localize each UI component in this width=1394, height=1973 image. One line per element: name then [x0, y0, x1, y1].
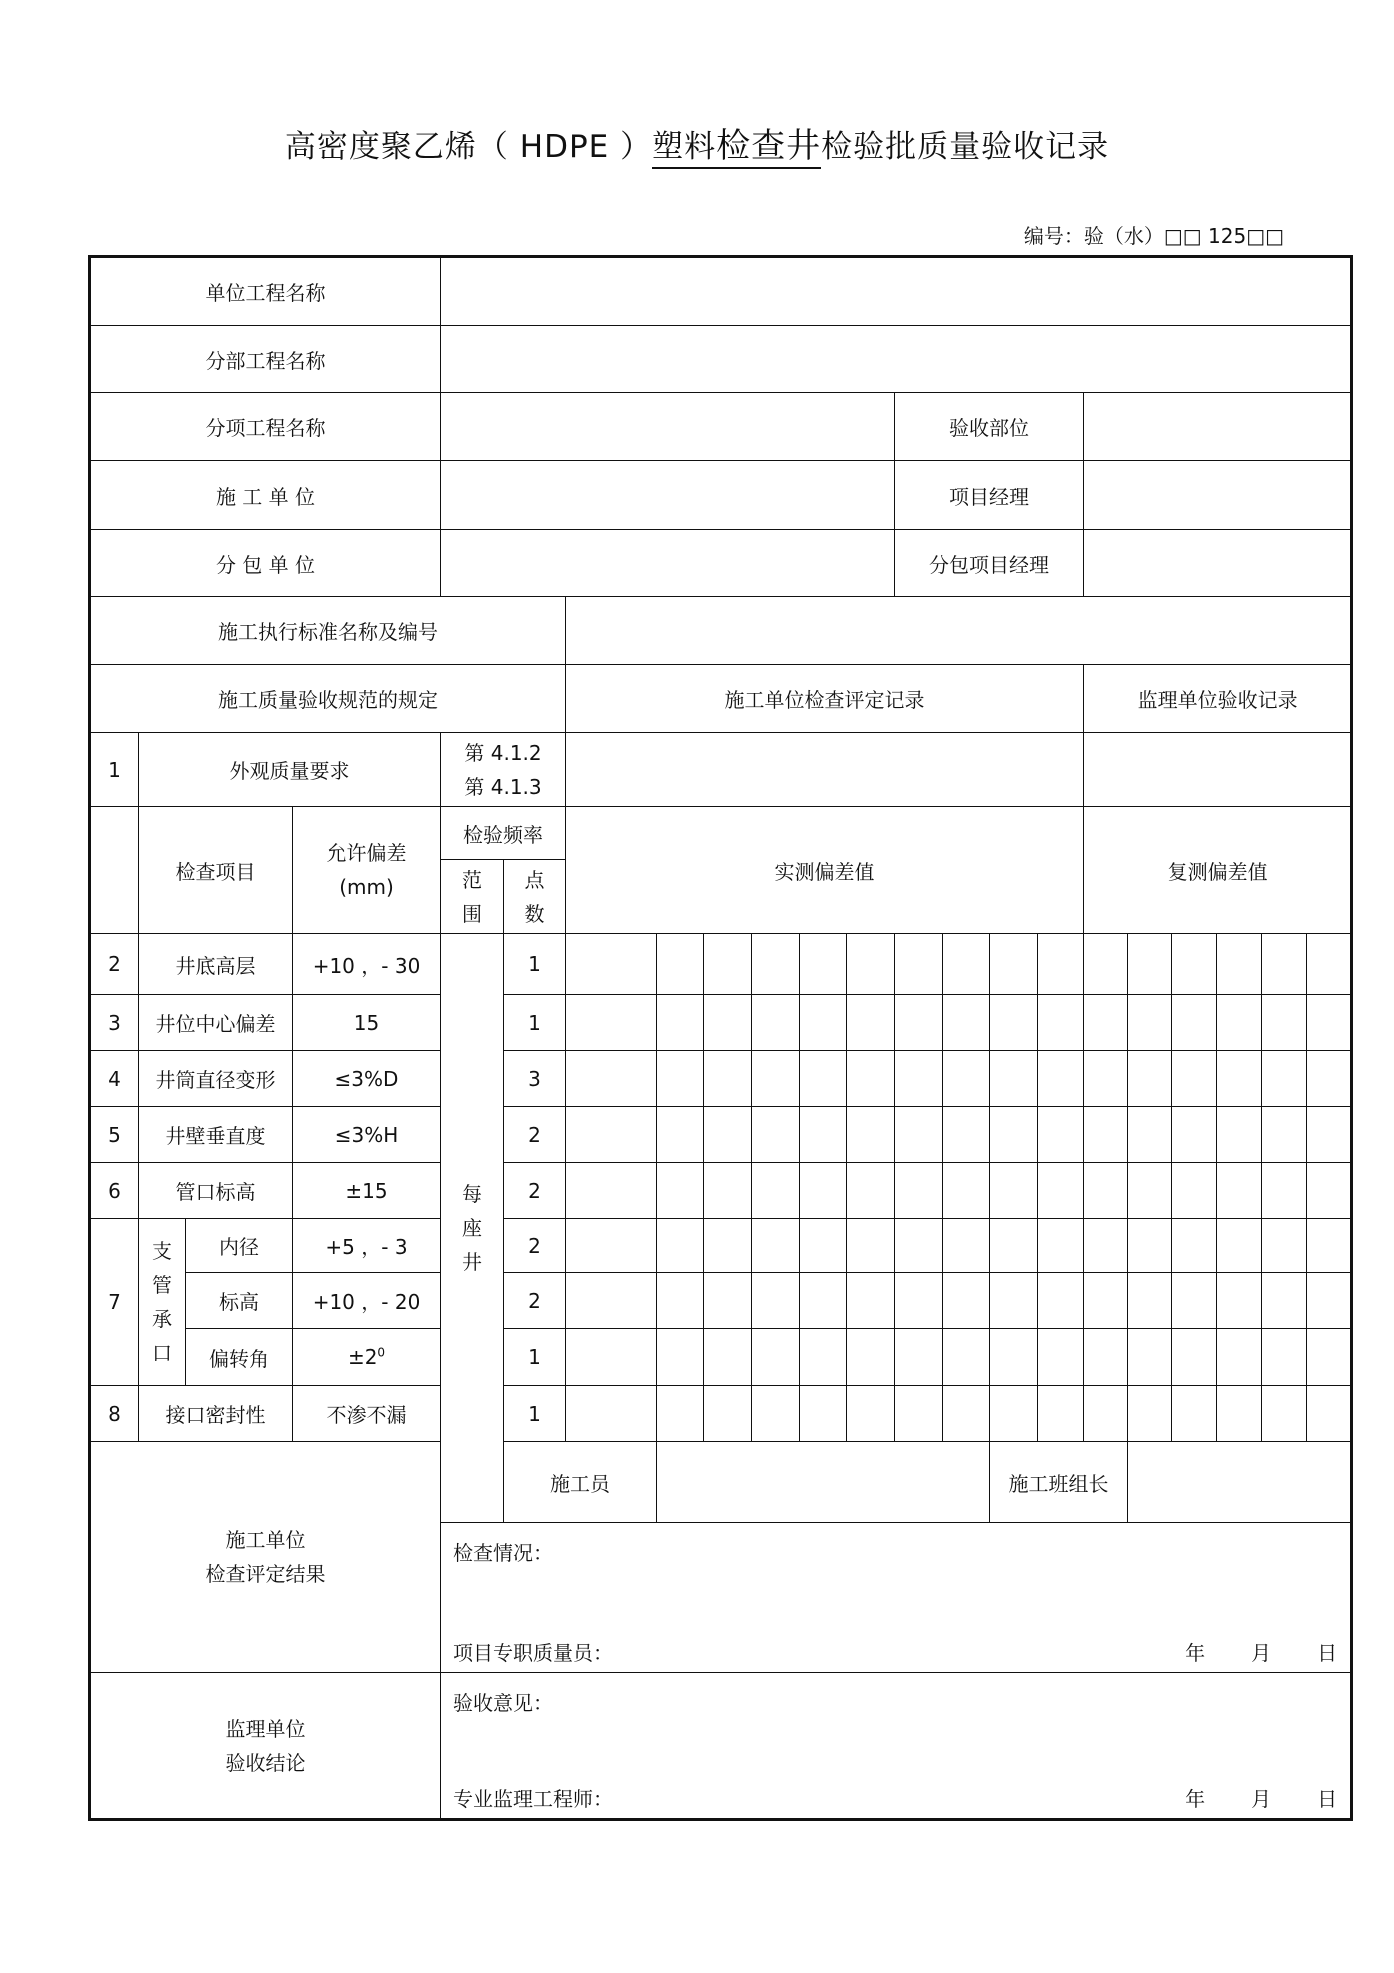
remeasure-cell[interactable]	[1307, 1219, 1352, 1273]
row-points: 2	[504, 1163, 566, 1219]
remeasure-cell[interactable]	[1217, 1386, 1262, 1442]
row-no: 7	[90, 1219, 139, 1386]
label-construction-result: 施工单位 检查评定结果	[90, 1442, 441, 1673]
remeasure-cell[interactable]	[1217, 1219, 1262, 1273]
row-item: 井底高层	[139, 934, 293, 995]
check-status-label: 检查情况：	[453, 1541, 553, 1565]
remeasure-cell[interactable]	[1128, 1386, 1172, 1442]
measure-cell[interactable]	[657, 1051, 704, 1107]
acceptance-opinion-area[interactable]	[441, 1673, 1352, 1820]
measure-cell[interactable]	[704, 1219, 752, 1273]
row-tolerance: +10 ，- 30	[293, 934, 441, 995]
measure-cell[interactable]	[943, 1107, 990, 1163]
remeasure-cell[interactable]	[1128, 995, 1172, 1051]
measure-cell[interactable]	[847, 1219, 895, 1273]
remeasure-cell[interactable]	[1084, 1051, 1128, 1107]
remeasure-cell[interactable]	[1172, 934, 1217, 995]
remeasure-cell[interactable]	[1262, 1163, 1307, 1219]
measure-cell[interactable]	[752, 1219, 800, 1273]
label-subcontract-unit: 分 包 单 位	[90, 530, 441, 597]
measure-cell[interactable]	[895, 995, 943, 1051]
measure-cell[interactable]	[704, 1273, 752, 1329]
remeasure-cell[interactable]	[1217, 1273, 1262, 1329]
row-supervision-conclusion	[90, 1673, 1352, 1820]
measure-cell[interactable]	[847, 1163, 895, 1219]
row-no: 4	[90, 1051, 139, 1107]
value-worker[interactable]	[657, 1442, 990, 1523]
row-points: 1	[504, 934, 566, 995]
header-check-item: 检查项目	[139, 807, 293, 934]
remeasure-cell[interactable]	[1128, 934, 1172, 995]
measure-cell[interactable]	[800, 1163, 847, 1219]
remeasure-cell[interactable]	[1217, 995, 1262, 1051]
value-standard[interactable]	[566, 597, 1352, 665]
quality-officer-footer	[453, 1637, 1337, 1666]
header-supervision: 监理单位验收记录	[1084, 665, 1352, 733]
remeasure-cell[interactable]	[1172, 1219, 1217, 1273]
row-tolerance: +5 ，- 3	[293, 1219, 441, 1273]
item-1-supervision[interactable]	[1084, 733, 1352, 807]
table-row	[90, 1273, 1352, 1329]
measure-cell[interactable]	[800, 1386, 847, 1442]
branch-socket-group: 支 管 承 口	[139, 1219, 186, 1386]
header-frequency: 检验频率	[441, 807, 566, 860]
title-underlined: 塑料检查井	[652, 129, 821, 169]
measure-cell[interactable]	[800, 1051, 847, 1107]
remeasure-cell[interactable]	[1084, 1329, 1128, 1386]
measure-cell[interactable]	[800, 1219, 847, 1273]
measure-cell[interactable]	[752, 995, 800, 1051]
row-column-headers	[90, 665, 1352, 733]
measure-cell[interactable]	[657, 1273, 704, 1329]
row-item: 井位中心偏差	[139, 995, 293, 1051]
remeasure-cell[interactable]	[1084, 995, 1128, 1051]
measure-cell[interactable]	[752, 1163, 800, 1219]
label-division-project: 分部工程名称	[90, 326, 441, 393]
measure-cell[interactable]	[943, 1051, 990, 1107]
check-status-area[interactable]	[441, 1523, 1352, 1673]
value-subcontract-unit[interactable]	[441, 530, 895, 597]
inspection-record-table	[88, 255, 1353, 1821]
remeasure-cell[interactable]	[1172, 1051, 1217, 1107]
measure-cell[interactable]	[752, 1273, 800, 1329]
remeasure-cell[interactable]	[1262, 1107, 1307, 1163]
measure-cell[interactable]	[895, 1386, 943, 1442]
measure-cell[interactable]	[566, 1163, 657, 1219]
measure-cell[interactable]	[1038, 1051, 1084, 1107]
remeasure-cell[interactable]	[1217, 1329, 1262, 1386]
row-points: 2	[504, 1219, 566, 1273]
label-worker: 施工员	[504, 1442, 657, 1523]
measure-cell[interactable]	[566, 1219, 657, 1273]
measure-cell[interactable]	[1038, 1219, 1084, 1273]
header-self-check: 施工单位检查评定记录	[566, 665, 1084, 733]
measure-cell[interactable]	[990, 995, 1038, 1051]
measure-cell[interactable]	[704, 1163, 752, 1219]
measure-cell[interactable]	[895, 1051, 943, 1107]
remeasure-cell[interactable]	[1172, 1107, 1217, 1163]
row-unit-project	[90, 257, 1352, 326]
measure-cell[interactable]	[990, 934, 1038, 995]
measure-cell[interactable]	[657, 995, 704, 1051]
remeasure-cell[interactable]	[1172, 1163, 1217, 1219]
row-points: 2	[504, 1273, 566, 1329]
measure-cell[interactable]	[752, 1386, 800, 1442]
remeasure-cell[interactable]	[1172, 995, 1217, 1051]
row-no: 2	[90, 934, 139, 995]
measure-cell[interactable]	[1038, 1329, 1084, 1386]
remeasure-cell[interactable]	[1307, 995, 1352, 1051]
header-range: 范 围	[441, 860, 504, 934]
measure-cell[interactable]	[847, 1107, 895, 1163]
measure-cell[interactable]	[800, 1329, 847, 1386]
remeasure-cell[interactable]	[1084, 1219, 1128, 1273]
measure-cell[interactable]	[657, 1329, 704, 1386]
label-supervision-conclusion: 监理单位 验收结论	[90, 1673, 441, 1820]
row-points: 3	[504, 1051, 566, 1107]
measure-cell[interactable]	[943, 1163, 990, 1219]
value-subcontract-manager[interactable]	[1084, 530, 1352, 597]
measure-cell[interactable]	[657, 1219, 704, 1273]
row-tolerance: $\pm 2^0$	[293, 1329, 441, 1386]
value-division-project[interactable]	[441, 326, 1352, 393]
row-subitem-project	[90, 393, 1352, 461]
measure-cell[interactable]	[657, 1163, 704, 1219]
item-no: 1	[90, 733, 139, 807]
remeasure-cell[interactable]	[1217, 934, 1262, 995]
remeasure-cell[interactable]	[1262, 1386, 1307, 1442]
row-item-1	[90, 733, 1352, 807]
remeasure-cell[interactable]	[1172, 1329, 1217, 1386]
measure-cell[interactable]	[990, 1329, 1038, 1386]
row-tolerance: ≤3%H	[293, 1107, 441, 1163]
row-points: 1	[504, 1386, 566, 1442]
measure-cell[interactable]	[566, 934, 657, 995]
row-no: 8	[90, 1386, 139, 1442]
measure-cell[interactable]	[847, 1329, 895, 1386]
measure-cell[interactable]	[657, 1107, 704, 1163]
remeasure-cell[interactable]	[1307, 1329, 1352, 1386]
remeasure-cell[interactable]	[1307, 1107, 1352, 1163]
remeasure-cell[interactable]	[1262, 1273, 1307, 1329]
measure-cell[interactable]	[895, 1107, 943, 1163]
remeasure-cell[interactable]	[1084, 1163, 1128, 1219]
row-item: 内径	[186, 1219, 293, 1273]
measure-cell[interactable]	[800, 934, 847, 995]
label-acceptance-part: 验收部位	[895, 393, 1084, 461]
remeasure-cell[interactable]	[1084, 1386, 1128, 1442]
remeasure-cell[interactable]	[1217, 1163, 1262, 1219]
measure-cell[interactable]	[657, 934, 704, 995]
measure-cell[interactable]	[1038, 1273, 1084, 1329]
table-row	[90, 1051, 1352, 1107]
row-no: 3	[90, 995, 139, 1051]
row-division-project	[90, 326, 1352, 393]
measure-cell[interactable]	[566, 1273, 657, 1329]
table-row	[90, 934, 1352, 995]
measure-cell[interactable]	[800, 1107, 847, 1163]
remeasure-cell[interactable]	[1172, 1273, 1217, 1329]
row-signatures	[90, 1442, 1352, 1523]
row-check-header-top	[90, 807, 1352, 860]
measure-cell[interactable]	[895, 1163, 943, 1219]
header-spec: 施工质量验收规范的规定	[90, 665, 566, 733]
value-project-manager[interactable]	[1084, 461, 1352, 530]
row-tolerance: 15	[293, 995, 441, 1051]
row-item: 井壁垂直度	[139, 1107, 293, 1163]
header-tolerance: 允许偏差 (mm)	[293, 807, 441, 934]
value-construction-unit[interactable]	[441, 461, 895, 530]
remeasure-cell[interactable]	[1128, 1219, 1172, 1273]
measure-cell[interactable]	[752, 1329, 800, 1386]
document-code: 编号：验（水）□□ 125□□	[1023, 224, 1284, 248]
measure-cell[interactable]	[847, 1051, 895, 1107]
remeasure-cell[interactable]	[1262, 934, 1307, 995]
header-remeasured: 复测偏差值	[1084, 807, 1352, 934]
row-points: 1	[504, 995, 566, 1051]
remeasure-cell[interactable]	[1128, 1273, 1172, 1329]
row-points: 2	[504, 1107, 566, 1163]
remeasure-cell[interactable]	[1262, 1329, 1307, 1386]
measure-cell[interactable]	[990, 1107, 1038, 1163]
row-no: 5	[90, 1107, 139, 1163]
table-row	[90, 1329, 1352, 1386]
remeasure-cell[interactable]	[1262, 1051, 1307, 1107]
measure-cell[interactable]	[800, 1273, 847, 1329]
table-row	[90, 1163, 1352, 1219]
item-reference: 第 4.1.2 第 4.1.3	[441, 733, 566, 807]
measure-cell[interactable]	[943, 995, 990, 1051]
label-unit-project: 单位工程名称	[90, 257, 441, 326]
row-tolerance: ≤3%D	[293, 1051, 441, 1107]
remeasure-cell[interactable]	[1307, 1051, 1352, 1107]
label-subitem-project: 分项工程名称	[90, 393, 441, 461]
remeasure-cell[interactable]	[1217, 1107, 1262, 1163]
table-row	[90, 1219, 1352, 1273]
measure-cell[interactable]	[1038, 1163, 1084, 1219]
row-item: 偏转角	[186, 1329, 293, 1386]
remeasure-cell[interactable]	[1084, 1107, 1128, 1163]
measure-cell[interactable]	[566, 1107, 657, 1163]
acceptance-opinion-label: 验收意见：	[453, 1691, 553, 1715]
measure-cell[interactable]	[752, 1051, 800, 1107]
remeasure-cell[interactable]	[1084, 1273, 1128, 1329]
header-points: 点 数	[504, 860, 566, 934]
label-standard: 施工执行标准名称及编号	[90, 597, 566, 665]
label-construction-unit: 施 工 单 位	[90, 461, 441, 530]
remeasure-cell[interactable]	[1172, 1386, 1217, 1442]
page-title: 高密度聚乙烯（ HDPE ）塑料检查井检验批质量验收记录	[0, 118, 1394, 167]
measure-cell[interactable]	[1038, 1386, 1084, 1442]
measure-cell[interactable]	[566, 1386, 657, 1442]
row-points: 1	[504, 1329, 566, 1386]
measure-cell[interactable]	[990, 1273, 1038, 1329]
measure-cell[interactable]	[704, 1051, 752, 1107]
measure-cell[interactable]	[895, 934, 943, 995]
measure-cell[interactable]	[990, 1219, 1038, 1273]
table-row	[90, 1107, 1352, 1163]
measure-cell[interactable]	[566, 1051, 657, 1107]
measure-cell[interactable]	[847, 1273, 895, 1329]
remeasure-cell[interactable]	[1307, 934, 1352, 995]
remeasure-cell[interactable]	[1128, 1163, 1172, 1219]
remeasure-cell[interactable]	[1262, 1219, 1307, 1273]
measure-cell[interactable]	[943, 1386, 990, 1442]
row-standard	[90, 597, 1352, 665]
item-name: 外观质量要求	[139, 733, 441, 807]
measure-cell[interactable]	[752, 1107, 800, 1163]
label-project-manager: 项目经理	[895, 461, 1084, 530]
range-every-well: 每 座 井	[441, 934, 504, 1523]
row-item: 接口密封性	[139, 1386, 293, 1442]
row-item: 管口标高	[139, 1163, 293, 1219]
measure-cell[interactable]	[566, 1329, 657, 1386]
row-construction-unit	[90, 461, 1352, 530]
measure-cell[interactable]	[990, 1163, 1038, 1219]
date-fields: 年 月 日	[1185, 1787, 1338, 1811]
remeasure-cell[interactable]	[1307, 1163, 1352, 1219]
value-team-leader[interactable]	[1128, 1442, 1352, 1523]
label-team-leader: 施工班组长	[990, 1442, 1128, 1523]
remeasure-cell[interactable]	[1307, 1273, 1352, 1329]
remeasure-cell[interactable]	[1084, 934, 1128, 995]
measure-cell[interactable]	[943, 1219, 990, 1273]
measure-cell[interactable]	[943, 934, 990, 995]
measure-cell[interactable]	[800, 995, 847, 1051]
measure-cell[interactable]	[657, 1386, 704, 1442]
measure-cell[interactable]	[847, 995, 895, 1051]
measure-cell[interactable]	[704, 934, 752, 995]
measure-cell[interactable]	[943, 1273, 990, 1329]
measure-cell[interactable]	[704, 1386, 752, 1442]
row-item: 井筒直径变形	[139, 1051, 293, 1107]
measure-cell[interactable]	[847, 934, 895, 995]
measure-cell[interactable]	[1038, 995, 1084, 1051]
header-no	[90, 807, 139, 934]
measure-cell[interactable]	[704, 1107, 752, 1163]
remeasure-cell[interactable]	[1262, 995, 1307, 1051]
measure-cell[interactable]	[704, 1329, 752, 1386]
measure-cell[interactable]	[752, 934, 800, 995]
item-1-self-check[interactable]	[566, 733, 1084, 807]
row-item: 标高	[186, 1273, 293, 1329]
measure-cell[interactable]	[704, 995, 752, 1051]
row-tolerance: ±15	[293, 1163, 441, 1219]
remeasure-cell[interactable]	[1307, 1386, 1352, 1442]
value-subitem-project[interactable]	[441, 393, 895, 461]
remeasure-cell[interactable]	[1128, 1107, 1172, 1163]
row-subcontract-unit	[90, 530, 1352, 597]
remeasure-cell[interactable]	[1217, 1051, 1262, 1107]
date-fields: 年 月 日	[1185, 1641, 1338, 1665]
measure-cell[interactable]	[847, 1386, 895, 1442]
engineer-footer	[453, 1783, 1337, 1812]
measure-cell[interactable]	[895, 1273, 943, 1329]
label-subcontract-manager: 分包项目经理	[895, 530, 1084, 597]
engineer-label: 专业监理工程师：	[453, 1787, 613, 1811]
quality-officer-label: 项目专职质量员：	[453, 1641, 613, 1665]
measure-cell[interactable]	[943, 1329, 990, 1386]
row-tolerance: +10 ，- 20	[293, 1273, 441, 1329]
header-measured: 实测偏差值	[566, 807, 1084, 934]
table-row	[90, 995, 1352, 1051]
value-acceptance-part[interactable]	[1084, 393, 1352, 461]
measure-cell[interactable]	[1038, 1107, 1084, 1163]
table-row	[90, 1386, 1352, 1442]
measure-cell[interactable]	[990, 1386, 1038, 1442]
measure-cell[interactable]	[990, 1051, 1038, 1107]
measure-cell[interactable]	[566, 995, 657, 1051]
measure-cell[interactable]	[895, 1329, 943, 1386]
remeasure-cell[interactable]	[1128, 1051, 1172, 1107]
row-no: 6	[90, 1163, 139, 1219]
remeasure-cell[interactable]	[1128, 1329, 1172, 1386]
row-tolerance: 不渗不漏	[293, 1386, 441, 1442]
measure-cell[interactable]	[1038, 934, 1084, 995]
value-unit-project[interactable]	[441, 257, 1352, 326]
measure-cell[interactable]	[895, 1219, 943, 1273]
